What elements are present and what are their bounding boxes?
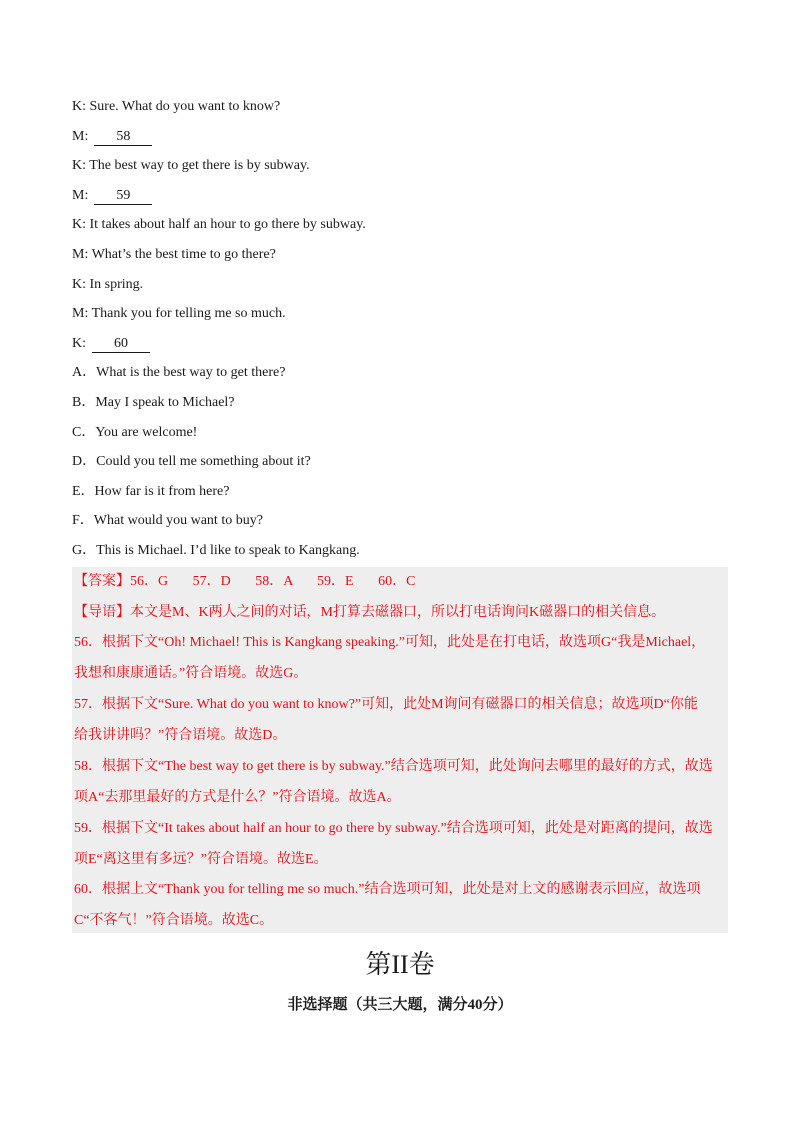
dialog-line <box>72 270 732 300</box>
explanation-58-line2: 项A“去那里最好的方式是什么？”符合语境。故选A。 <box>74 790 401 805</box>
answer-blank: 58 <box>94 129 152 146</box>
dialog-text: K: It takes about half an hour to go there by subway. <box>72 217 366 233</box>
answer-blank: 60 <box>92 336 150 353</box>
guide-tag: 【导语】 <box>74 605 130 620</box>
dialog-line <box>72 299 732 329</box>
dialog-line <box>72 210 732 240</box>
answer-text: 56．G 57．D 58．A 59．E 60．C <box>130 574 416 589</box>
dialog-block <box>72 92 732 566</box>
explanation-56-line1: 56．根据下文“Oh! Michael! This is Kangkang speaking.”可知，此处是在打电话，故选项G“我是Michael， <box>74 635 706 650</box>
speaker: K: <box>72 335 86 351</box>
speaker: M: <box>72 128 89 144</box>
dialog-line-blank-58 <box>72 122 732 152</box>
explanation-59-line1: 59．根据下文“It takes about half an hour to go there by subway.”结合选项可知，此处是对距离的提问，故选 <box>74 821 713 836</box>
option-c: C．You are welcome! <box>72 424 198 440</box>
explanation-60-line1: 60．根据上文“Thank you for telling me so much.”结合选项可知，此处是对上文的感谢表示回应，故选项 <box>74 882 701 897</box>
explanation-57-line2: 给我讲讲吗？”符合语境。故选D。 <box>74 728 287 743</box>
dialog-text: K: The best way to get there is by subway. <box>72 158 310 174</box>
guide-line <box>74 603 722 623</box>
explanation-60-line2: C“不客气！”符合语境。故选C。 <box>74 913 274 928</box>
explanation-59-line2: 项E“离这里有多远？”符合语境。故选E。 <box>74 852 328 867</box>
explanation-58-line1: 58．根据下文“The best way to get there is by subway.”结合选项可知，此处询问去哪里的最好的方式，故选 <box>74 759 713 774</box>
dialog-text: K: Sure. What do you want to know? <box>72 99 281 114</box>
answer-blank: 59 <box>94 188 152 205</box>
option-e: E．How far is it from here? <box>72 483 230 499</box>
option-d: D．Could you tell me something about it? <box>72 454 311 470</box>
answer-panel <box>72 567 728 933</box>
option-a: A．What is the best way to get there? <box>72 365 286 381</box>
speaker: M: <box>72 187 89 203</box>
dialog-line-blank-60 <box>72 329 732 359</box>
dialog-text: K: In spring. <box>72 276 144 292</box>
explanation-56-line2: 我想和康康通话。”符合语境。故选G。 <box>74 666 308 681</box>
answer-line <box>74 572 722 592</box>
section-subtitle: 非选择题（共三大题，满分40分） <box>287 997 513 1013</box>
dialog-text: M: What’s the best time to go there? <box>72 246 276 262</box>
option-g: G．This is Michael. I’d like to speak to Kangkang. <box>72 542 360 558</box>
dialog-line <box>72 151 732 181</box>
answer-tag: 【答案】 <box>74 574 130 589</box>
section-title: 第II卷 <box>365 950 435 979</box>
option-f: F．What would you want to buy? <box>72 513 263 529</box>
dialog-line <box>72 92 732 122</box>
dialog-line <box>72 240 732 270</box>
explanation-57-line1: 57．根据下文“Sure. What do you want to know?”可知，此处M询问有磁器口的相关信息；故选项D“你能 <box>74 697 698 712</box>
dialog-text: M: Thank you for telling me so much. <box>72 306 286 322</box>
option-b: B．May I speak to Michael? <box>72 394 235 410</box>
guide-text: 本文是M、K两人之间的对话，M打算去磁器口，所以打电话询问K磁器口的相关信息。 <box>130 605 666 620</box>
dialog-line-blank-59 <box>72 181 732 211</box>
